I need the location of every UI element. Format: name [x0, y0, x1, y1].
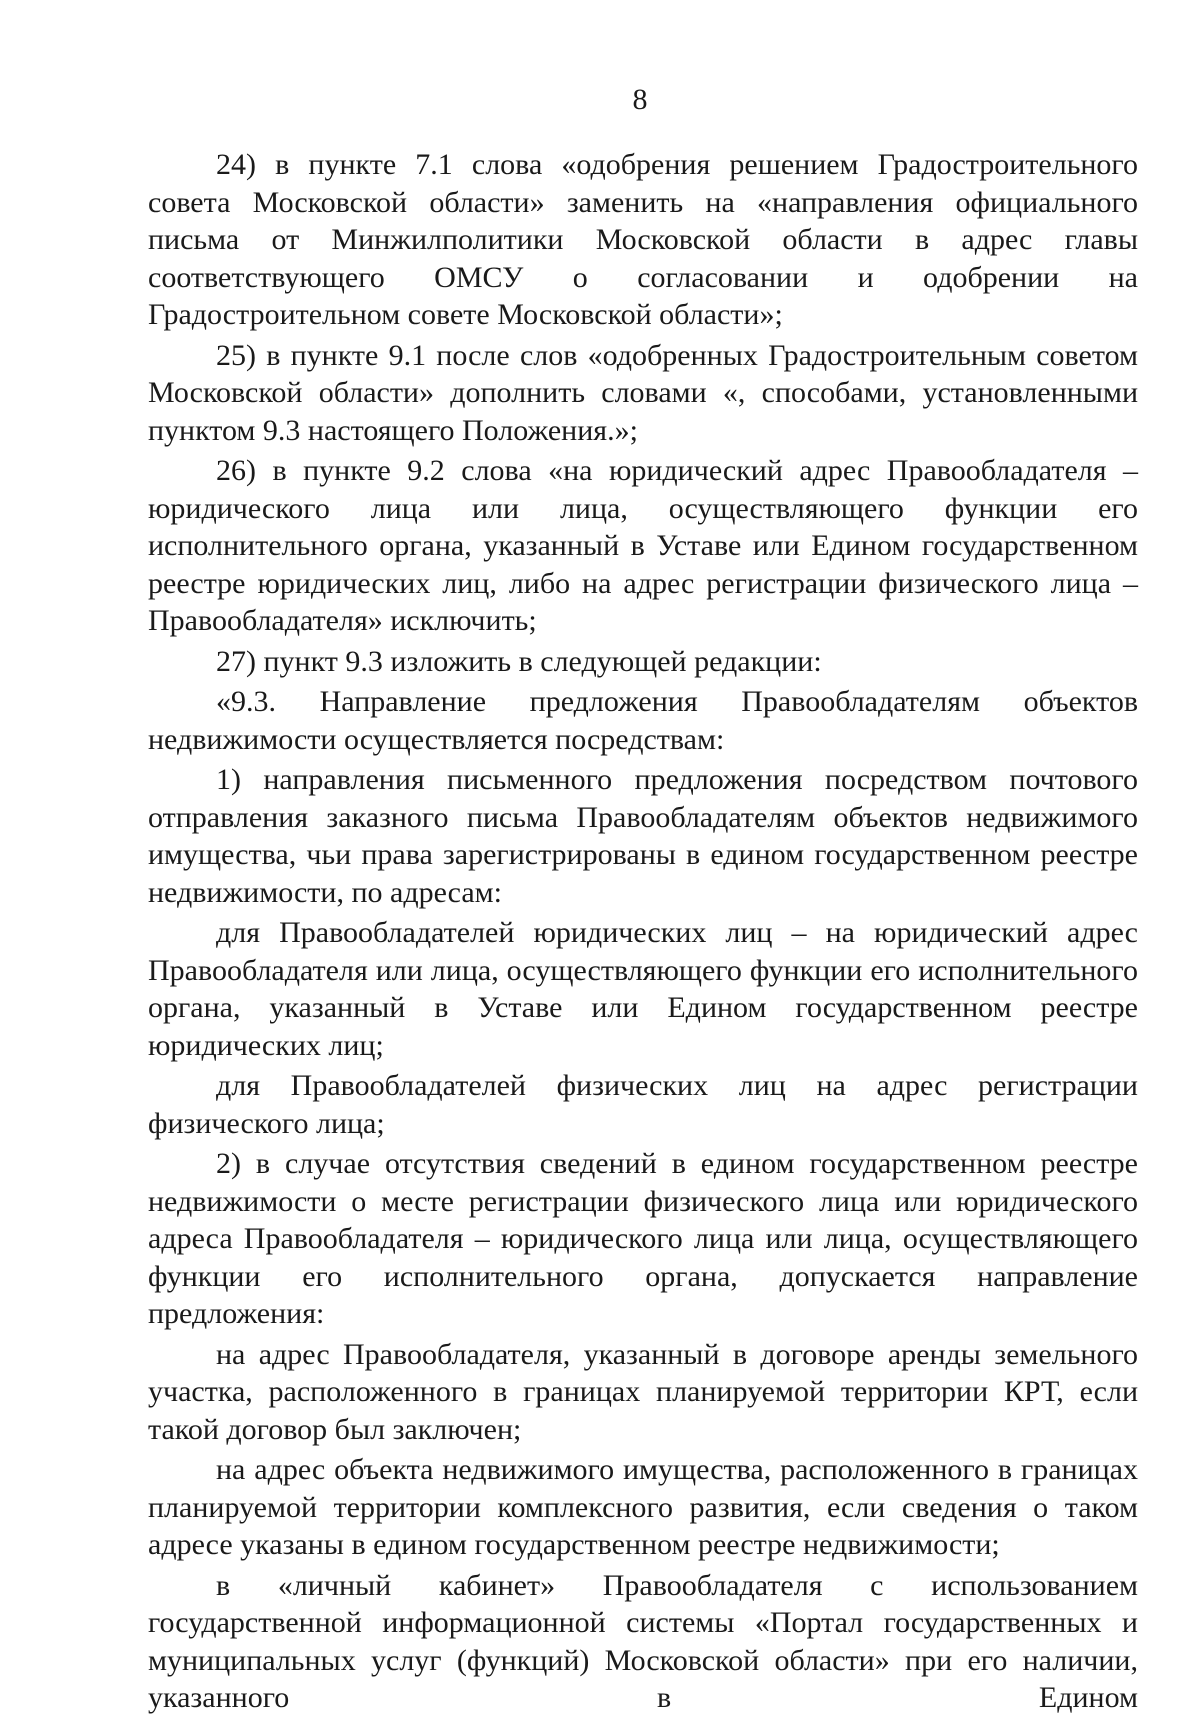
page-number: 8: [632, 83, 648, 116]
document-body: [148, 146, 1138, 1720]
paragraph-item-27: 27) пункт 9.3 изложить в следующей редакции:: [216, 644, 822, 678]
paragraph-clause-9-3: «9.3. Направление предложения Правообладателям объектов недвижимости осуществляется посредствам:: [148, 685, 1138, 756]
paragraph-item-26: 26) в пункте 9.2 слова «на юридический адрес Правообладателя – юридического лица или лица, осуществляющего функции его исполнительного органа, указанный в Уставе или Едином государственном реестре юридических лиц, либо на адрес регистрации физического лица – Правообладателя» исключить;: [148, 454, 1138, 637]
paragraph-legal-entities: для Правообладателей юридических лиц – на юридический адрес Правообладателя или лица, осуществляющего функции его исполнительного органа, указанный в Уставе или Едином государственном реестре юридических лиц;: [148, 916, 1138, 1062]
paragraph-item-24: 24) в пункте 7.1 слова «одобрения решением Градостроительного совета Московской области» заменить на «направления официального письма от Минжилполитики Московской области в адрес главы соответствующего ОМСУ о согласовании и одобрении на Градостроительном совете Московской области»;: [148, 148, 1138, 331]
paragraph-personal-account: в «личный кабинет» Правообладателя с использованием государственной информационной системы «Портал государственных и муниципальных услуг (функций) Московской области» при его наличии, указанного в Едином: [148, 1568, 1138, 1714]
paragraph-lease-address: на адрес Правообладателя, указанный в договоре аренды земельного участка, расположенного в границах планируемой территории КРТ, если такой договор был заключен;: [148, 1337, 1138, 1446]
paragraph-subitem-2: 2) в случае отсутствия сведений в едином государственном реестре недвижимости о месте регистрации физического лица или юридического адреса Правообладателя – юридического лица или лица, осуществляющего функции его исполнительного органа, допускается направление предложения:: [148, 1147, 1138, 1330]
paragraph-individuals: для Правообладателей физических лиц на адрес регистрации физического лица;: [148, 1069, 1138, 1140]
paragraph-item-25: 25) в пункте 9.1 после слов «одобренных Градостроительным советом Московской области» дополнить словами «, способами, установленными пунктом 9.3 настоящего Положения.»;: [148, 338, 1138, 447]
paragraph-subitem-1: 1) направления письменного предложения посредством почтового отправления заказного письма Правообладателям объектов недвижимого имущества, чьи права зарегистрированы в едином государственном реестре недвижимости, по адресам:: [148, 763, 1138, 909]
paragraph-object-address: на адрес объекта недвижимого имущества, расположенного в границах планируемой территории комплексного развития, если сведения о таком адресе указаны в едином государственном реестре недвижимости;: [148, 1453, 1138, 1561]
